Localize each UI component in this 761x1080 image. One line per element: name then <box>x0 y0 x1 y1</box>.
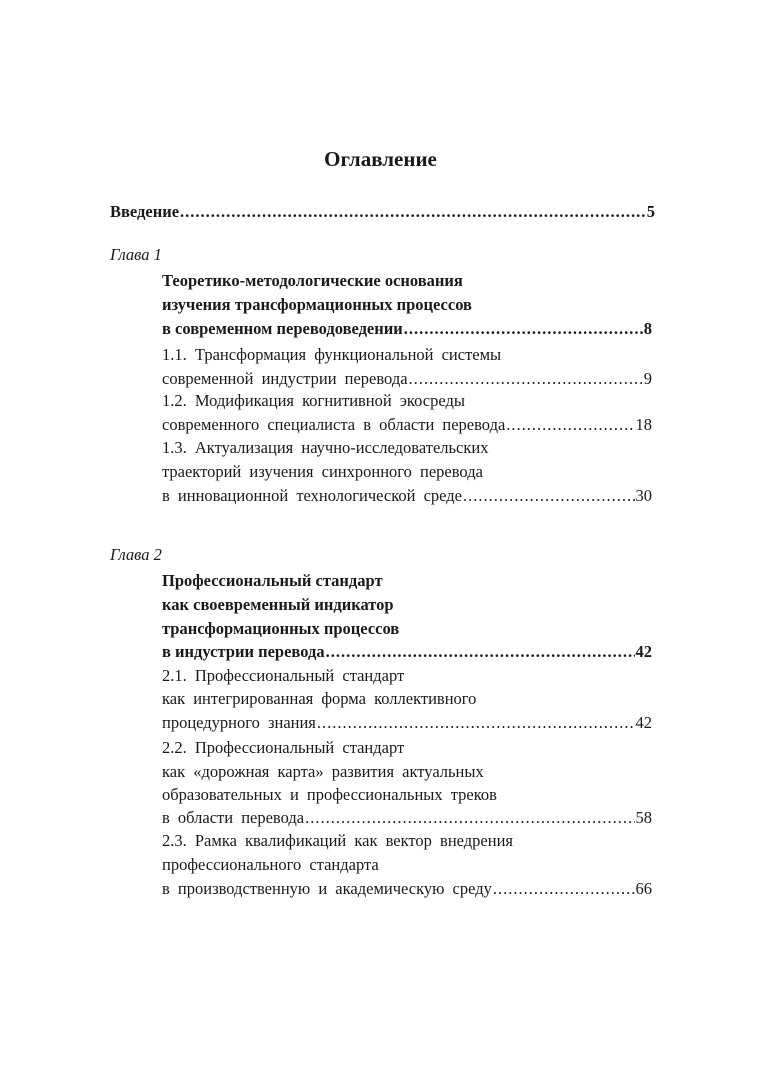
dot-leader <box>326 641 635 663</box>
chapter-1-title-line: Теоретико-методологические основания <box>162 271 463 290</box>
dot-leader <box>463 485 635 507</box>
section-1-1-line: современной индустрии перевода <box>162 369 408 388</box>
dot-leader <box>180 201 646 223</box>
toc-entry-section-2-3[interactable] <box>162 878 652 900</box>
section-1-2-line: современного специалиста в области перевода <box>162 415 506 434</box>
toc-entry-chapter-2[interactable] <box>162 641 652 663</box>
chapter-2-title-line: трансформационных процессов <box>162 619 400 638</box>
dot-leader <box>506 414 634 436</box>
section-2-3-line: в производственную и академическую среду <box>162 879 492 898</box>
dot-leader <box>409 368 643 390</box>
chapter-1-label: Глава 1 <box>110 245 162 264</box>
toc-page-number: 66 <box>635 879 652 898</box>
dot-leader <box>493 878 635 900</box>
chapter-1-title-line: в современном переводоведении <box>162 319 403 338</box>
toc-page-number: 42 <box>635 642 652 661</box>
toc-entry-section-1-3[interactable] <box>162 485 652 507</box>
section-1-3-line: траекторий изучения синхронного перевода <box>162 462 483 481</box>
toc-page-number: 8 <box>643 319 652 338</box>
chapter-2-label: Глава 2 <box>110 545 162 564</box>
toc-page-number: 18 <box>635 415 652 434</box>
section-1-3-line: 1.3. Актуализация научно-исследовательских <box>162 438 489 457</box>
chapter-2-title-line: как своевременный индикатор <box>162 595 394 614</box>
section-2-2-line: в области перевода <box>162 808 305 827</box>
toc-entry-intro[interactable] <box>110 201 655 223</box>
toc-entry-section-1-2[interactable] <box>162 414 652 436</box>
section-2-1-line: как интегрированная форма коллективного <box>162 689 477 708</box>
section-2-2-line: 2.2. Профессиональный стандарт <box>162 738 405 757</box>
chapter-1-title-line: изучения трансформационных процессов <box>162 295 472 314</box>
toc-page-number: 42 <box>635 713 652 732</box>
toc-entry-chapter-1[interactable] <box>162 318 652 340</box>
dot-leader <box>404 318 643 340</box>
chapter-2-title-line: в индустрии перевода <box>162 642 325 661</box>
section-1-1-line: 1.1. Трансформация функциональной системы <box>162 345 502 364</box>
toc-page-number: 58 <box>635 808 652 827</box>
section-1-3-line: в инновационной технологической среде <box>162 486 462 505</box>
toc-page-number: 30 <box>635 486 652 505</box>
section-2-2-line: образовательных и профессиональных треков <box>162 785 497 804</box>
toc-entry-section-2-1[interactable] <box>162 712 652 734</box>
toc-page-number: 5 <box>646 202 655 221</box>
section-2-2-line: как «дорожная карта» развития актуальных <box>162 762 484 781</box>
chapter-2-title-line: Профессиональный стандарт <box>162 571 383 590</box>
toc-page-number: 9 <box>643 369 652 388</box>
page-title: Оглавление <box>324 147 437 171</box>
toc-entry-section-2-2[interactable] <box>162 807 652 829</box>
dot-leader <box>305 807 634 829</box>
dot-leader <box>317 712 635 734</box>
section-2-3-line: 2.3. Рамка квалификаций как вектор внедрения <box>162 831 513 850</box>
toc-entry-section-1-1[interactable] <box>162 368 652 390</box>
section-1-2-line: 1.2. Модификация когнитивной экосреды <box>162 391 465 410</box>
section-2-1-line: процедурного знания <box>162 713 316 732</box>
section-2-1-line: 2.1. Профессиональный стандарт <box>162 666 405 685</box>
toc-entry-label: Введение <box>110 202 180 221</box>
section-2-3-line: профессионального стандарта <box>162 855 379 874</box>
